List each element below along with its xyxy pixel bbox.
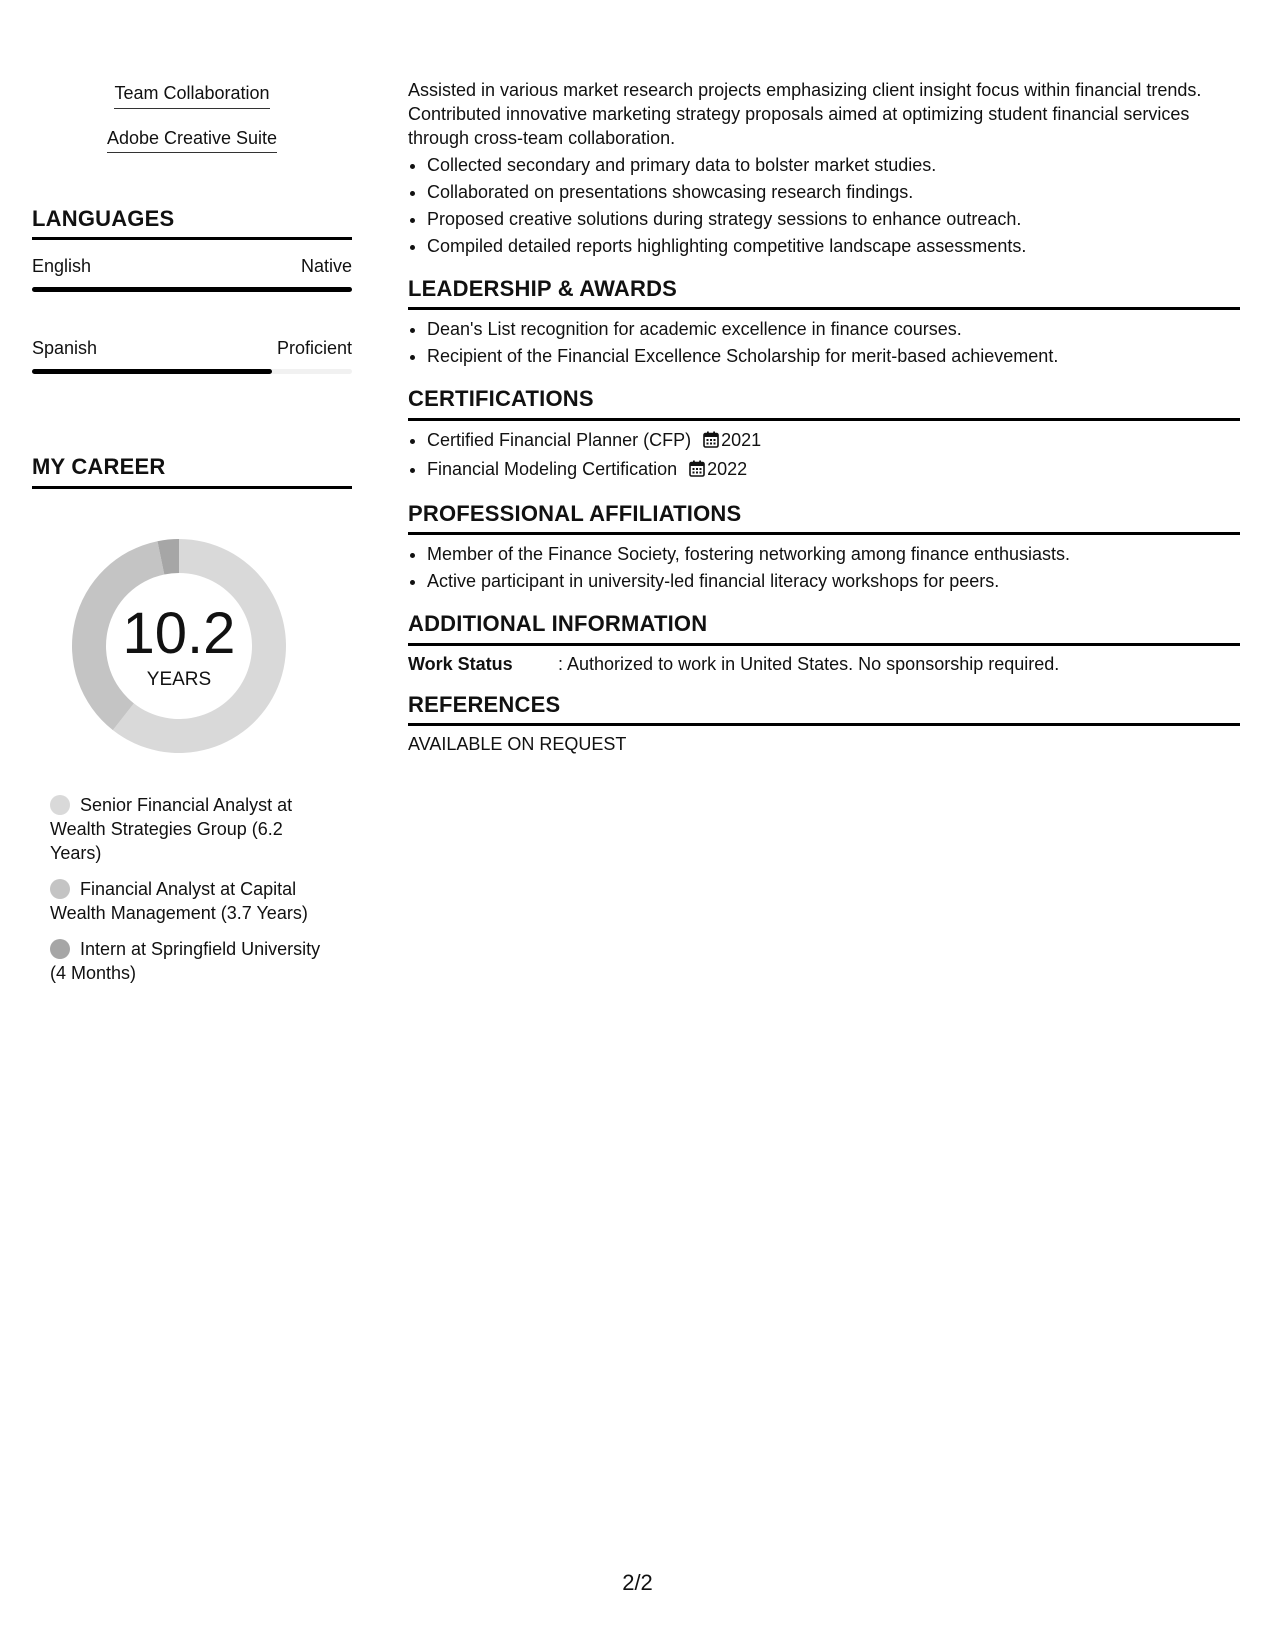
affiliations-section <box>408 501 1240 595</box>
certifications-list <box>408 427 1240 485</box>
language-proficiency-bar <box>32 369 352 374</box>
career-donut-chart <box>66 533 292 759</box>
language-row <box>32 256 352 277</box>
career-role-label: Intern at Springfield University (4 Months) <box>50 938 321 983</box>
certification-year: 2022 <box>707 458 748 479</box>
certifications-title: CERTIFICATIONS <box>408 386 1240 420</box>
language-row <box>32 338 352 359</box>
work-status-value: : Authorized to work in United States. No sponsorship required. <box>558 653 1060 674</box>
list-item <box>427 427 1240 456</box>
career-total-unit: YEARS <box>146 668 212 690</box>
career-legend-item <box>50 793 330 865</box>
references-title: REFERENCES <box>408 692 1240 726</box>
list-item: • Active participant in university-led financial literacy workshops for peers. <box>427 568 1240 595</box>
career-legend <box>32 793 330 985</box>
references-text: AVAILABLE ON REQUEST <box>408 733 627 754</box>
leadership-section <box>408 276 1240 370</box>
career-title: MY CAREER <box>32 454 352 488</box>
work-status-label: Work Status <box>408 653 513 674</box>
career-role-label: Senior Financial Analyst at Wealth Strategies Group (6.2 Years) <box>50 794 293 863</box>
career-legend-item <box>50 937 330 985</box>
list-item <box>427 456 1240 485</box>
career-section <box>32 454 352 984</box>
right-column <box>408 78 1240 756</box>
career-legend-item <box>50 877 330 925</box>
left-column <box>32 82 352 997</box>
legend-dot-icon <box>50 939 70 959</box>
calendar-icon <box>703 429 719 456</box>
list-item: • Recipient of the Financial Excellence Scholarship for merit-based achievement. <box>427 343 1240 370</box>
language-level: Native <box>300 256 352 277</box>
page-number: 2/2 <box>622 1570 653 1595</box>
list-item: • Proposed creative solutions during strategy sessions to enhance outreach. <box>427 206 1240 233</box>
certifications-section <box>408 386 1240 484</box>
list-item: • Dean's List recognition for academic excellence in finance courses. <box>427 316 1240 343</box>
language-proficiency-fill <box>32 369 272 374</box>
experience-bullets <box>408 152 1240 260</box>
experience-section <box>408 78 1240 260</box>
affiliations-list <box>408 541 1240 595</box>
language-proficiency-bar <box>32 287 352 292</box>
certification-year: 2021 <box>721 429 762 450</box>
language-proficiency-fill <box>32 287 352 292</box>
certification-name: Financial Modeling Certification <box>427 458 678 479</box>
legend-dot-icon <box>50 879 70 899</box>
career-role-label: Financial Analyst at Capital Wealth Management (3.7 Years) <box>50 878 308 923</box>
leadership-list <box>408 316 1240 370</box>
skill-tag: Team Collaboration <box>114 82 269 109</box>
references-section <box>408 692 1240 756</box>
calendar-icon <box>689 458 705 485</box>
language-name: Spanish <box>32 338 98 359</box>
languages-title: LANGUAGES <box>32 206 352 240</box>
experience-summary: Assisted in various market research projects emphasizing client insight focus within financial trends. Contributed innovative marketing strategy proposals aimed at optimizing student financial services through cross-team collaboration. <box>408 80 1202 148</box>
career-total-years: 10.2 <box>122 600 236 666</box>
certification-name: Certified Financial Planner (CFP) <box>427 429 692 450</box>
donut-center <box>66 600 292 691</box>
additional-info-title: ADDITIONAL INFORMATION <box>408 611 1240 645</box>
languages-section <box>32 206 352 374</box>
additional-info-section <box>408 611 1240 675</box>
language-level: Proficient <box>276 338 352 359</box>
legend-dot-icon <box>50 795 70 815</box>
work-status-row <box>408 652 1240 676</box>
affiliations-title: PROFESSIONAL AFFILIATIONS <box>408 501 1240 535</box>
list-item: • Collaborated on presentations showcasing research findings. <box>427 179 1240 206</box>
leadership-title: LEADERSHIP & AWARDS <box>408 276 1240 310</box>
list-item: • Collected secondary and primary data to bolster market studies. <box>427 152 1240 179</box>
language-name: English <box>32 256 92 277</box>
skill-tag: Adobe Creative Suite <box>107 127 277 154</box>
list-item: • Member of the Finance Society, fostering networking among finance enthusiasts. <box>427 541 1240 568</box>
list-item: • Compiled detailed reports highlighting competitive landscape assessments. <box>427 233 1240 260</box>
